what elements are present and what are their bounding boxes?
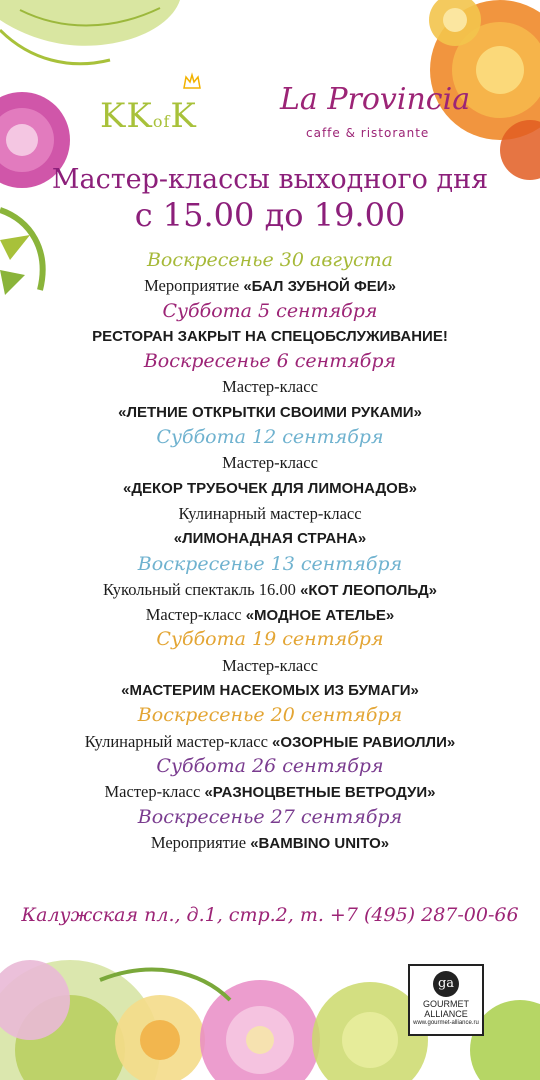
la-provincia-logo: La Provincia [280, 82, 471, 117]
event-title: «КОТ ЛЕОПОЛЬД» [300, 581, 437, 599]
event-date: Суббота 5 сентября [162, 299, 378, 322]
event-title: «ОЗОРНЫЕ РАВИОЛЛИ» [272, 733, 456, 751]
event-schedule [0, 248, 540, 855]
crown-icon [182, 72, 202, 92]
event-type: Кулинарный мастер-класс [178, 503, 362, 523]
event-title: «МАСТЕРИМ НАСЕКОМЫХ ИЗ БУМАГИ» [121, 682, 419, 700]
event-type: Мастер-класс [145, 605, 246, 625]
event-type: Мастер-класс [222, 655, 318, 675]
headline-title: Мастер-классы выходного дня [51, 164, 489, 195]
event-date: Суббота 26 сентября [156, 754, 384, 777]
event-title: «БАЛ ЗУБНОЙ ФЕИ» [243, 278, 396, 296]
event-type: Мастер-класс [222, 453, 318, 473]
gourmet-alliance-url: www.gourmet-alliance.ru [413, 1020, 479, 1026]
kk-of-k-logo: KKofK [100, 96, 197, 136]
event-description [0, 830, 540, 855]
event-date: Воскресенье 20 сентября [137, 704, 403, 727]
la-provincia-subtitle: caffe & ristorante [306, 126, 430, 140]
event-description [0, 779, 540, 804]
event-description [0, 653, 540, 678]
event-date: Воскресенье 30 августа [146, 249, 394, 271]
event-date: Воскресенье 6 сентября [143, 350, 397, 373]
event-title: «РАЗНОЦВЕТНЫЕ ВЕТРОДУИ» [204, 784, 436, 802]
headline-time: с 15.00 до 19.00 [134, 196, 406, 234]
event-type: Кукольный спектакль 16.00 [103, 579, 301, 599]
event-date: Воскресенье 13 сентября [137, 552, 403, 575]
event-type: Мероприятие [144, 276, 244, 296]
event-title: «BAMBINO UNITO» [250, 834, 390, 852]
event-title: «МОДНОЕ АТЕЛЬЕ» [245, 607, 395, 625]
event-description [0, 602, 540, 627]
event-date: Суббота 12 сентября [156, 426, 384, 449]
gourmet-alliance-mark: ga [433, 971, 459, 997]
event-description [0, 577, 540, 602]
event-title: «ДЕКОР ТРУБОЧЕК ДЛЯ ЛИМОНАДОВ» [122, 479, 418, 497]
event-description [0, 450, 540, 475]
event-type: Кулинарный мастер-класс [84, 731, 273, 751]
event-description [0, 729, 540, 754]
event-description [0, 273, 540, 298]
event-type: Мастер-класс [222, 377, 318, 397]
event-title: «ЛИМОНАДНАЯ СТРАНА» [173, 530, 367, 548]
event-date: Воскресенье 27 сентября [137, 805, 403, 828]
address-line: Калужская пл., д.1, стр.2, т. +7 (495) 287-00-66 [21, 904, 519, 926]
event-type: Мастер-класс [104, 782, 205, 802]
event-description [0, 501, 540, 526]
event-description [0, 374, 540, 399]
gourmet-alliance-logo: ga GOURMET ALLIANCE www.gourmet-alliance.ru [408, 964, 484, 1036]
event-type: Мероприятие [150, 832, 251, 852]
event-date: Суббота 19 сентября [156, 628, 384, 651]
event-title: «ЛЕТНИЕ ОТКРЫТКИ СВОИМИ РУКАМИ» [118, 403, 422, 421]
event-title: РЕСТОРАН ЗАКРЫТ НА СПЕЦОБСЛУЖИВАНИЕ! [92, 327, 448, 345]
